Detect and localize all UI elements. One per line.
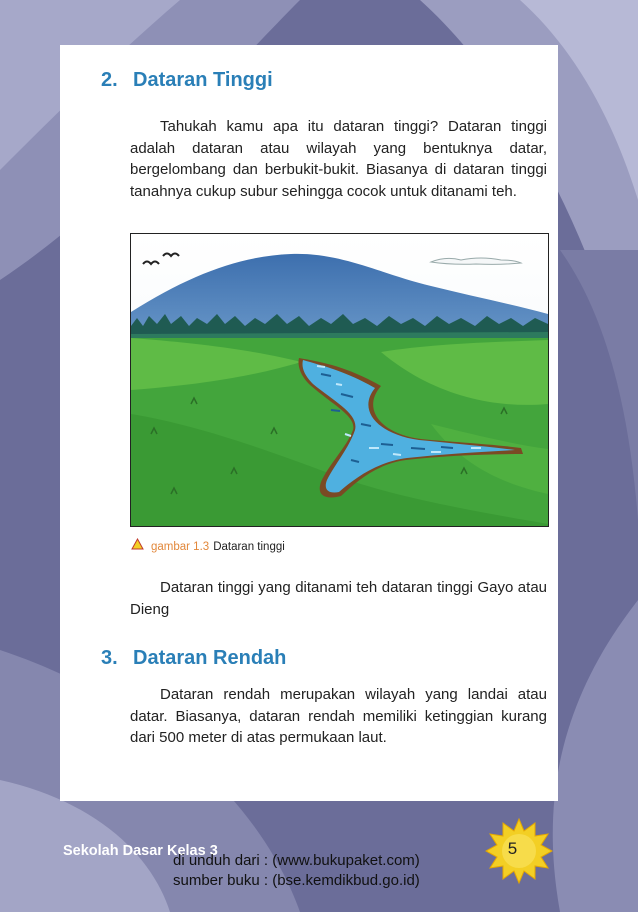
figure-caption — [131, 538, 285, 553]
triangle-icon — [131, 538, 145, 553]
paragraph-text: Tahukah kamu apa itu dataran tinggi? Dataran tinggi adalah dataran atau wilayah yang bentuknya datar, bergelombang dan berbukit-bukit. Biasanya di dataran tinggi tanahnya cukup subur sehingga cocok untuk ditanami teh. — [130, 118, 547, 200]
caption-text: Dataran tinggi — [213, 541, 285, 553]
section-title: Dataran Rendah — [133, 647, 287, 669]
section-title: Dataran Tinggi — [133, 69, 273, 91]
section-number: 3. — [101, 647, 118, 669]
download-source-link[interactable]: di unduh dari : (www.bukupaket.com) — [173, 852, 420, 869]
book-title: Sekolah Dasar Kelas 3 — [63, 843, 218, 859]
section-heading-dataran-rendah — [101, 647, 286, 670]
paragraph-after-figure — [130, 577, 547, 620]
highland-landscape-image — [131, 234, 548, 526]
section-number: 2. — [101, 69, 118, 91]
paragraph-dataran-tinggi — [130, 116, 547, 202]
highland-illustration — [130, 233, 549, 527]
paragraph-text: Dataran rendah merupakan wilayah yang landai atau datar. Biasanya, dataran rendah memiliki ketinggian kurang dari 500 meter di atas permukaan laut. — [130, 686, 547, 746]
section-heading-dataran-tinggi — [101, 69, 273, 92]
book-source-link[interactable]: sumber buku : (bse.kemdikbud.go.id) — [173, 872, 420, 889]
paragraph-dataran-rendah — [130, 684, 547, 749]
caption-label: gambar 1.3 — [151, 541, 210, 553]
page-number: 5 — [507, 839, 518, 858]
paragraph-text: Dataran tinggi yang ditanami teh dataran tinggi Gayo atau Dieng — [130, 579, 547, 618]
